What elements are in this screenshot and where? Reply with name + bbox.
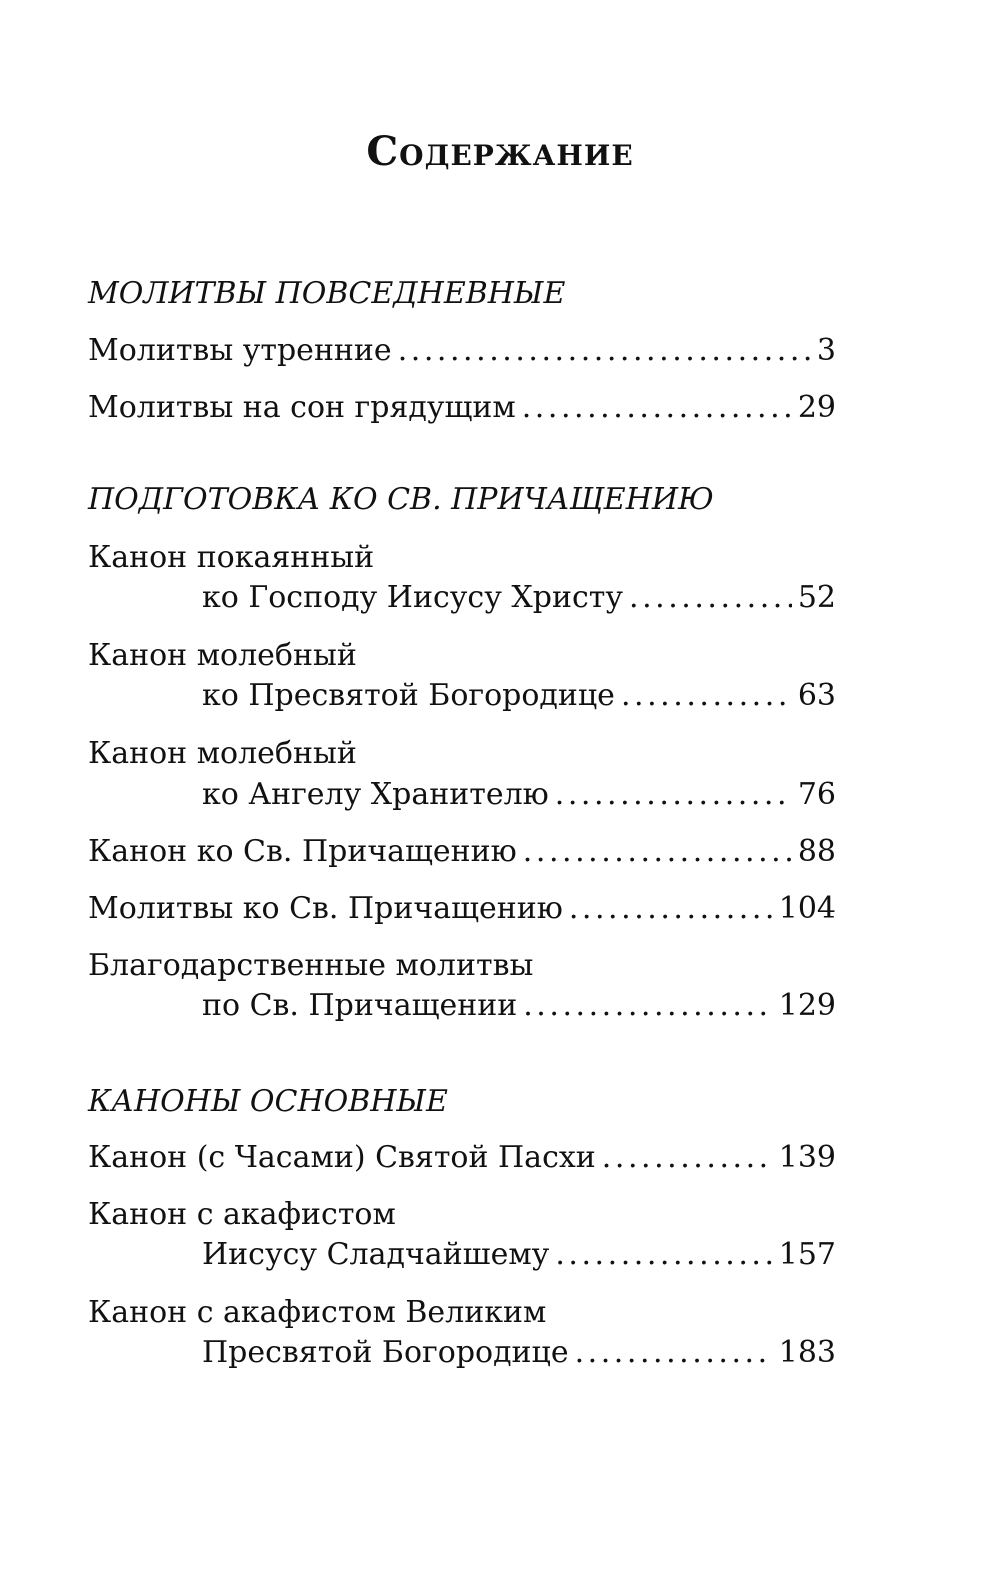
dot-leader: [523, 834, 792, 869]
section-heading: ПОДГОТОВКА КО СВ. ПРИЧАЩЕНИЮ: [88, 482, 714, 517]
page-number: 183: [778, 1335, 836, 1370]
dot-leader: [398, 333, 811, 368]
entry-title: Иисусу Сладчайшему: [202, 1237, 550, 1272]
entry-title: ко Господу Иисусу Христу: [202, 580, 623, 615]
page-number: 52: [797, 580, 836, 615]
entry-title: Канон (с Часами) Святой Пасхи: [88, 1140, 596, 1175]
page-number: 129: [778, 988, 836, 1023]
dot-leader: [555, 777, 792, 812]
entry-title: по Св. Причащении: [202, 988, 518, 1023]
entry-title-line1: Благодарственные молитвы: [88, 948, 534, 983]
entry-title: Молитвы на сон грядущим: [88, 390, 516, 425]
entry-title: ко Пресвятой Богородице: [202, 678, 615, 713]
page-number: 63: [797, 678, 836, 713]
dot-leader: [602, 1140, 773, 1175]
entry-title: Канон ко Св. Причащению: [88, 834, 517, 869]
page-number: 104: [778, 891, 836, 926]
dot-leader: [575, 1335, 773, 1370]
toc-entry[interactable]: [202, 988, 836, 1023]
toc-entry[interactable]: [88, 834, 836, 869]
entry-title: Пресвятой Богородице: [202, 1335, 569, 1370]
entry-title: Молитвы ко Св. Причащению: [88, 891, 563, 926]
page-title: Содержание: [366, 128, 634, 175]
page-number: 3: [816, 333, 836, 368]
entry-title-line1: Канон с акафистом: [88, 1197, 396, 1232]
page-number: 29: [797, 390, 836, 425]
page-number: 157: [778, 1237, 836, 1272]
page-number: 88: [797, 834, 836, 869]
entry-title-line1: Канон с акафистом Великим: [88, 1295, 547, 1330]
page-number: 139: [778, 1140, 836, 1175]
entry-title-line1: Канон молебный: [88, 638, 357, 673]
entry-title: Молитвы утренние: [88, 333, 392, 368]
toc-entry[interactable]: [202, 777, 836, 812]
toc-entry[interactable]: [88, 891, 836, 926]
toc-entry[interactable]: [88, 390, 836, 425]
entry-title: ко Ангелу Хранителю: [202, 777, 549, 812]
dot-leader: [523, 988, 773, 1023]
entry-title-line1: Канон молебный: [88, 736, 357, 771]
dot-leader: [555, 1237, 772, 1272]
dot-leader: [522, 390, 792, 425]
toc-entry[interactable]: [202, 580, 836, 615]
dot-leader: [629, 580, 792, 615]
dot-leader: [569, 891, 773, 926]
toc-entry[interactable]: [88, 1140, 836, 1175]
section-heading: КАНОНЫ ОСНОВНЫЕ: [88, 1084, 448, 1119]
section-heading: МОЛИТВЫ ПОВСЕДНЕВНЫЕ: [88, 276, 566, 311]
dot-leader: [621, 678, 792, 713]
toc-entry[interactable]: [88, 333, 836, 368]
entry-title-line1: Канон покаянный: [88, 540, 375, 575]
page-number: 76: [797, 777, 836, 812]
toc-entry[interactable]: [202, 1237, 836, 1272]
toc-entry[interactable]: [202, 1335, 836, 1370]
toc-entry[interactable]: [202, 678, 836, 713]
